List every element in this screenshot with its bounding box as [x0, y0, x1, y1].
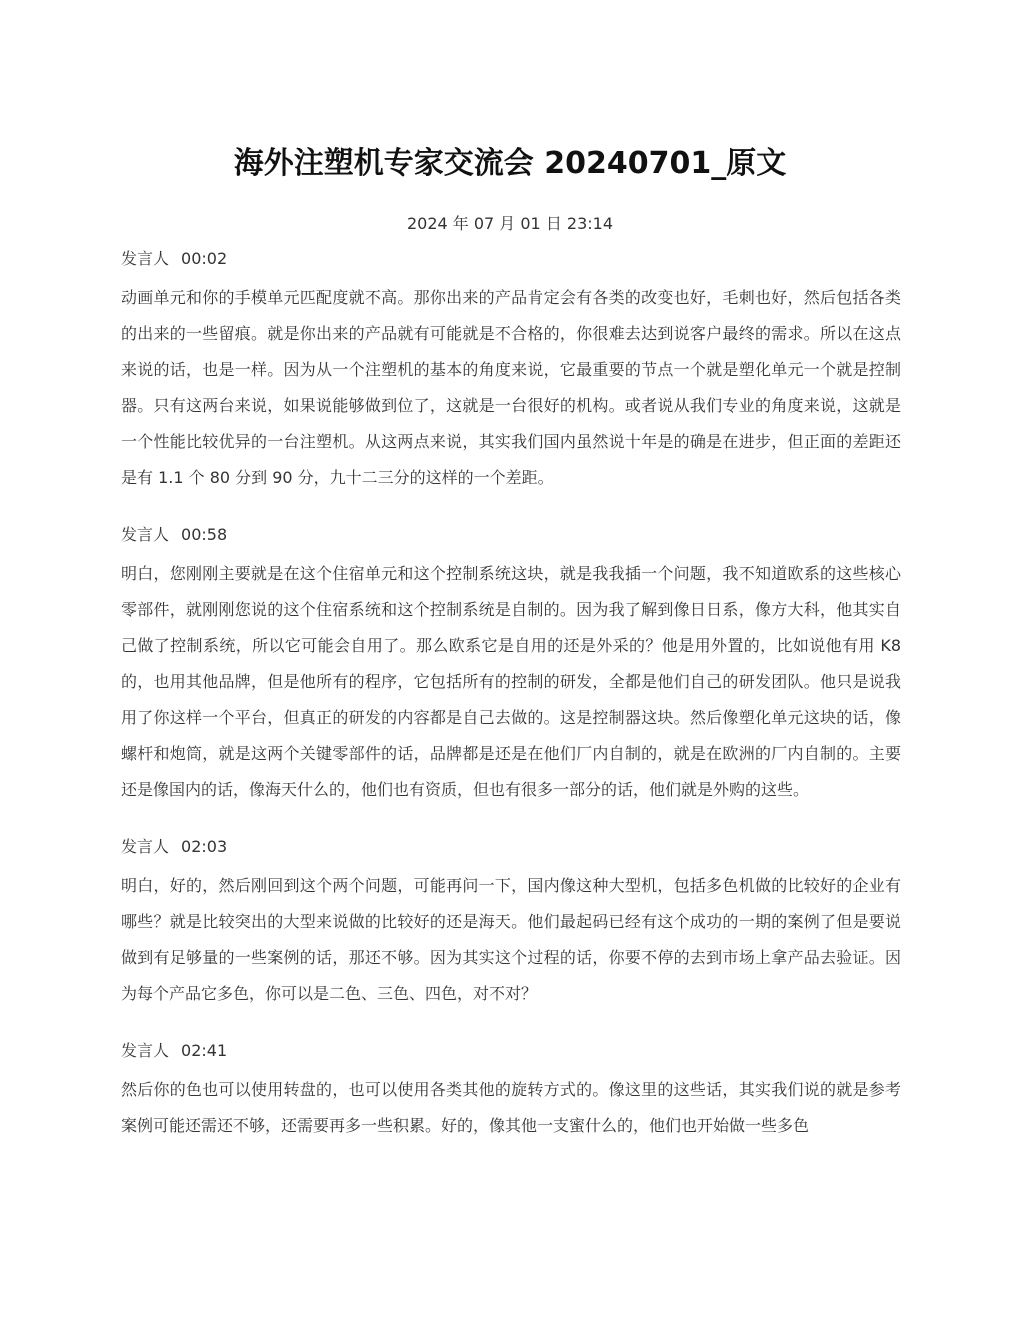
document-title: 海外注塑机专家交流会 20240701_原文: [233, 146, 787, 181]
transcript-paragraph: 动画单元和你的手模单元匹配度就不高。那你出来的产品肯定会有各类的改变也好，毛刺也好，然后包括各类的出来的一些留痕。就是你出来的产品就有可能就是不合格的，你很难去达到说客户最终的需求。所以在这点来说的话，也是一样。因为从一个注塑机的基本的角度来说，它最重要的节点一个就是塑化单元一个就是控制器。只有这两台来说，如果说能够做到位了，这就是一台很好的机构。或者说从我们专业的角度来说，这就是一个性能比较优异的一台注塑机。从这两点来说，其实我们国内虽然说十年是的确是在进步，但正面的差距还是有 1.1 个 80 分到 90 分，九十二三分的这样的一个差距。: [121, 288, 901, 487]
speaker-timestamp: 00:58: [181, 525, 228, 544]
speaker-line: [121, 522, 901, 548]
transcript-paragraph: 明白，您刚刚主要就是在这个住宿单元和这个控制系统这块，就是我我插一个问题，我不知道欧系的这些核心零部件，就刚刚您说的这个住宿系统和这个控制系统是自制的。因为我了解到像日日系，像方大科，他其实自己做了控制系统，所以它可能会自用了。那么欧系它是自用的还是外采的？他是用外置的，比如说他有用 K8 的，也用其他品牌，但是他所有的程序，它包括所有的控制的研发，全都是他们自己的研发团队。他只是说我用了你这样一个平台，但真正的研发的内容都是自己去做的。这是控制器这块。然后像塑化单元这块的话，像螺杆和炮筒，就是这两个关键零部件的话，品牌都是还是在他们厂内自制的，就是在欧洲的厂内自制的。主要还是像国内的话，像海天什么的，他们也有资质，但也有很多一部分的话，他们就是外购的这些。: [121, 564, 901, 799]
transcript-section: [121, 522, 901, 808]
transcript-section: [121, 246, 901, 496]
speaker-name: 发言人: [121, 837, 170, 856]
speaker-name: 发言人: [121, 249, 170, 268]
speaker-line: [121, 834, 901, 860]
speaker-timestamp: 00:02: [181, 249, 228, 268]
speaker-name: 发言人: [121, 525, 170, 544]
speaker-name: 发言人: [121, 1041, 170, 1060]
speaker-line: [121, 1038, 901, 1064]
transcript-paragraph: 然后你的色也可以使用转盘的，也可以使用各类其他的旋转方式的。像这里的这些话，其实我们说的就是参考案例可能还需还不够，还需要再多一些积累。好的，像其他一支蜜什么的，他们也开始做一些多色: [121, 1080, 901, 1135]
speaker-timestamp: 02:41: [181, 1041, 228, 1060]
transcript-section: [121, 834, 901, 1012]
speaker-timestamp: 02:03: [181, 837, 228, 856]
transcript-body: [121, 246, 901, 1170]
document-date: 2024 年 07 月 01 日 23:14: [406, 214, 614, 233]
speaker-line: [121, 246, 901, 272]
transcript-paragraph: 明白，好的，然后刚回到这个两个问题，可能再问一下，国内像这种大型机，包括多色机做的比较好的企业有哪些？就是比较突出的大型来说做的比较好的还是海天。他们最起码已经有这个成功的一期的案例了但是要说做到有足够量的一些案例的话，那还不够。因为其实这个过程的话，你要不停的去到市场上拿产品去验证。因为每个产品它多色，你可以是二色、三色、四色，对不对？: [121, 876, 901, 1003]
transcript-section: [121, 1038, 901, 1144]
